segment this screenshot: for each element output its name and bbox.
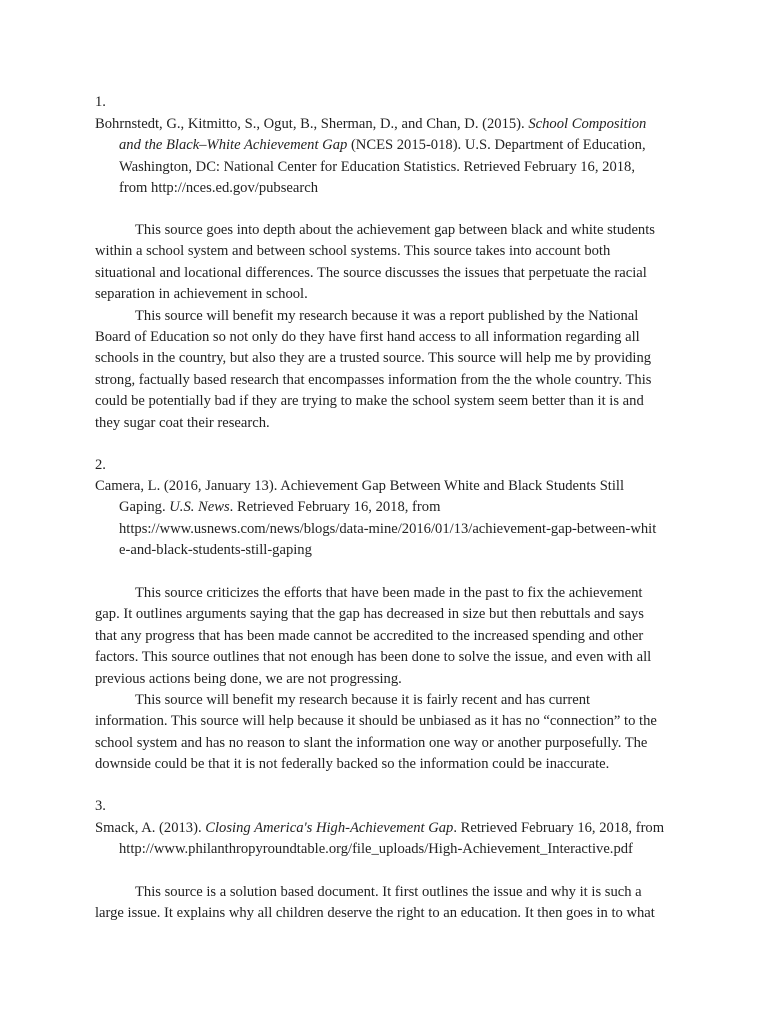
entry-number: 1.	[95, 94, 106, 110]
paragraph-line: factors. This source outlines that not enough has been done to solve the issue, and even with all	[95, 649, 652, 666]
paragraph-line: they sugar coat their research.	[95, 414, 270, 431]
citation-title: and the Black–White Achievement Gap	[119, 137, 348, 154]
citation-text: . Retrieved February 16, 2018, from	[453, 820, 665, 836]
citation-line	[95, 497, 675, 518]
paragraph-line: This source will benefit my research because it is fairly recent and has current	[135, 692, 591, 709]
paragraph-line: This source goes into depth about the achievement gap between black and white students	[135, 222, 655, 238]
paragraph-line: gap. It outlines arguments saying that the gap has decreased in size but then rebuttals and says	[95, 606, 644, 623]
paragraph-line: This source will benefit my research because it was a report published by the National	[135, 307, 639, 324]
citation-line	[95, 135, 675, 156]
paragraph-line: previous actions being done, we are not progressing.	[95, 670, 402, 687]
citation-text: Smack, A. (2013).	[95, 820, 206, 836]
paragraph-line: school system and has no reason to slant the information one way or another purposefully. The	[95, 734, 648, 751]
annotation-paragraph	[95, 882, 685, 925]
paragraph-line: information. This source will help because it should be unbiased as it has no “connection” to the	[95, 713, 657, 730]
citation-line: Washington, DC: National Center for Education Statistics. Retrieved February 16, 2018,	[119, 158, 635, 175]
entry-number: 2.	[95, 457, 106, 473]
paragraph-line: could be potentially bad if they are trying to make the school system seem better than it is and	[95, 393, 644, 410]
annotation-paragraph	[95, 220, 685, 434]
annotation-paragraph	[95, 583, 685, 776]
paragraph-line: situational and locational differences. The source discusses the issues that perpetuate the racial	[95, 264, 647, 281]
citation-text: (NCES 2015-018). U.S. Department of Education,	[347, 137, 646, 154]
paragraph-line: strong, factually based research that encompasses information from the the whole country. This	[95, 371, 652, 388]
citation	[95, 114, 675, 200]
paragraph-line: that any progress that has been made cannot be accredited to the increased spending and other	[95, 627, 644, 644]
citation-title: Closing America's High-Achievement Gap	[205, 820, 454, 836]
paragraph-line: downside could be that it is not federally backed so the information could be inaccurate.	[95, 756, 610, 773]
citation-title: U.S. News	[169, 499, 230, 516]
paragraph-line: large issue. It explains why all children deserve the right to an education. It then goes in to what	[95, 905, 655, 922]
citation-text: . Retrieved February 16, 2018, from	[229, 499, 441, 516]
paragraph-line: within a school system and between school systems. This source takes into account both	[95, 243, 611, 260]
citation-line	[95, 818, 675, 839]
citation	[95, 476, 675, 562]
citation-text: Bohrnstedt, G., Kitmitto, S., Ogut, B., Sherman, D., and Chan, D. (2015).	[95, 116, 529, 132]
citation-line: Camera, L. (2016, January 13). Achievement Gap Between White and Black Students Still	[95, 478, 625, 494]
paragraph-line: This source criticizes the efforts that have been made in the past to fix the achievement	[135, 585, 643, 601]
citation-line: e-and-black-students-still-gaping	[119, 542, 312, 559]
citation-line: from http://nces.ed.gov/pubsearch	[119, 180, 318, 197]
paragraph-line: schools in the country, but also they are a trusted source. This source will help me by providing	[95, 350, 652, 367]
citation-text: Gaping.	[119, 499, 170, 516]
paragraph-line: This source is a solution based document. It first outlines the issue and why it is such a	[135, 884, 642, 900]
citation-title: School Composition	[528, 116, 647, 132]
entry-number: 3.	[95, 798, 106, 814]
paragraph-line: separation in achievement in school.	[95, 286, 308, 303]
citation-line	[95, 114, 675, 135]
paragraph-line: Board of Education so not only do they have first hand access to all information regarding all	[95, 329, 640, 346]
citation-line: https://www.usnews.com/news/blogs/data-mine/2016/01/13/achievement-gap-between-whit	[119, 520, 657, 537]
citation	[95, 818, 675, 861]
citation-line: http://www.philanthropyroundtable.org/file_uploads/High-Achievement_Interactive.pdf	[119, 841, 633, 858]
